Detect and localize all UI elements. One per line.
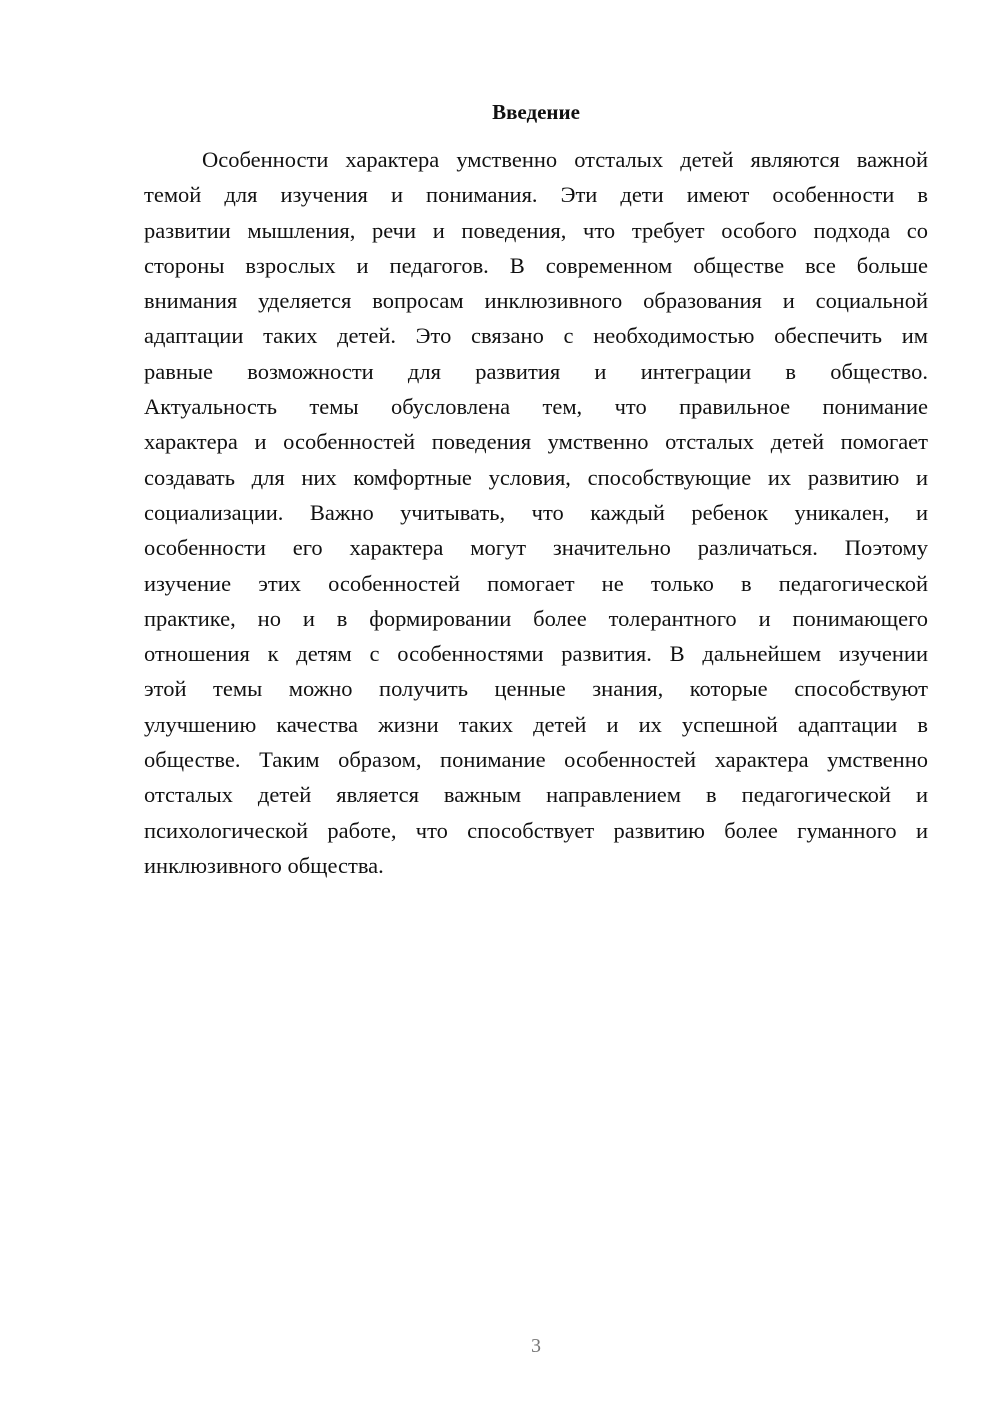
text-line: стороны взрослых и педагогов. В современном обществе все больше (144, 252, 928, 278)
page-number: 3 (531, 1335, 541, 1357)
text-line: особенности его характера могут значительно различаться. Поэтому (144, 535, 928, 561)
text-line: обществе. Таким образом, понимание особенностей характера умственно (144, 747, 928, 773)
text-line: адаптации таких детей. Это связано с необходимостью обеспечить им (144, 323, 928, 349)
text-line: социализации. Важно учитывать, что каждый ребенок уникален, и (144, 499, 928, 525)
section-heading: Введение (492, 100, 580, 124)
text-line: улучшению качества жизни таких детей и их успешной адаптации в (144, 711, 928, 737)
text-line: характера и особенностей поведения умственно отсталых детей помогает (144, 429, 928, 455)
text-line: инклюзивного общества. (144, 852, 384, 878)
text-line: изучение этих особенностей помогает не только в педагогической (144, 570, 928, 596)
text-line: темой для изучения и понимания. Эти дети имеют особенности в (144, 182, 928, 208)
text-line: практике, но и в формировании более толерантного и понимающего (144, 605, 928, 631)
text-line: внимания уделяется вопросам инклюзивного образования и социальной (144, 288, 928, 314)
text-line: Особенности характера умственно отсталых детей являются важной (202, 147, 928, 172)
body-paragraph (144, 142, 928, 883)
text-line: Актуальность темы обусловлена тем, что правильное понимание (144, 394, 928, 420)
text-line: отсталых детей является важным направлением в педагогической и (144, 782, 928, 808)
text-line: психологической работе, что способствует развитию более гуманного и (144, 817, 928, 843)
text-line: этой темы можно получить ценные знания, которые способствуют (144, 676, 928, 702)
text-line: создавать для них комфортные условия, способствующие их развитию и (144, 464, 928, 490)
text-line: развитии мышления, речи и поведения, что требует особого подхода со (144, 217, 928, 243)
text-line: отношения к детям с особенностями развития. В дальнейшем изучении (144, 641, 928, 667)
text-line: равные возможности для развития и интеграции в общество. (144, 358, 928, 384)
